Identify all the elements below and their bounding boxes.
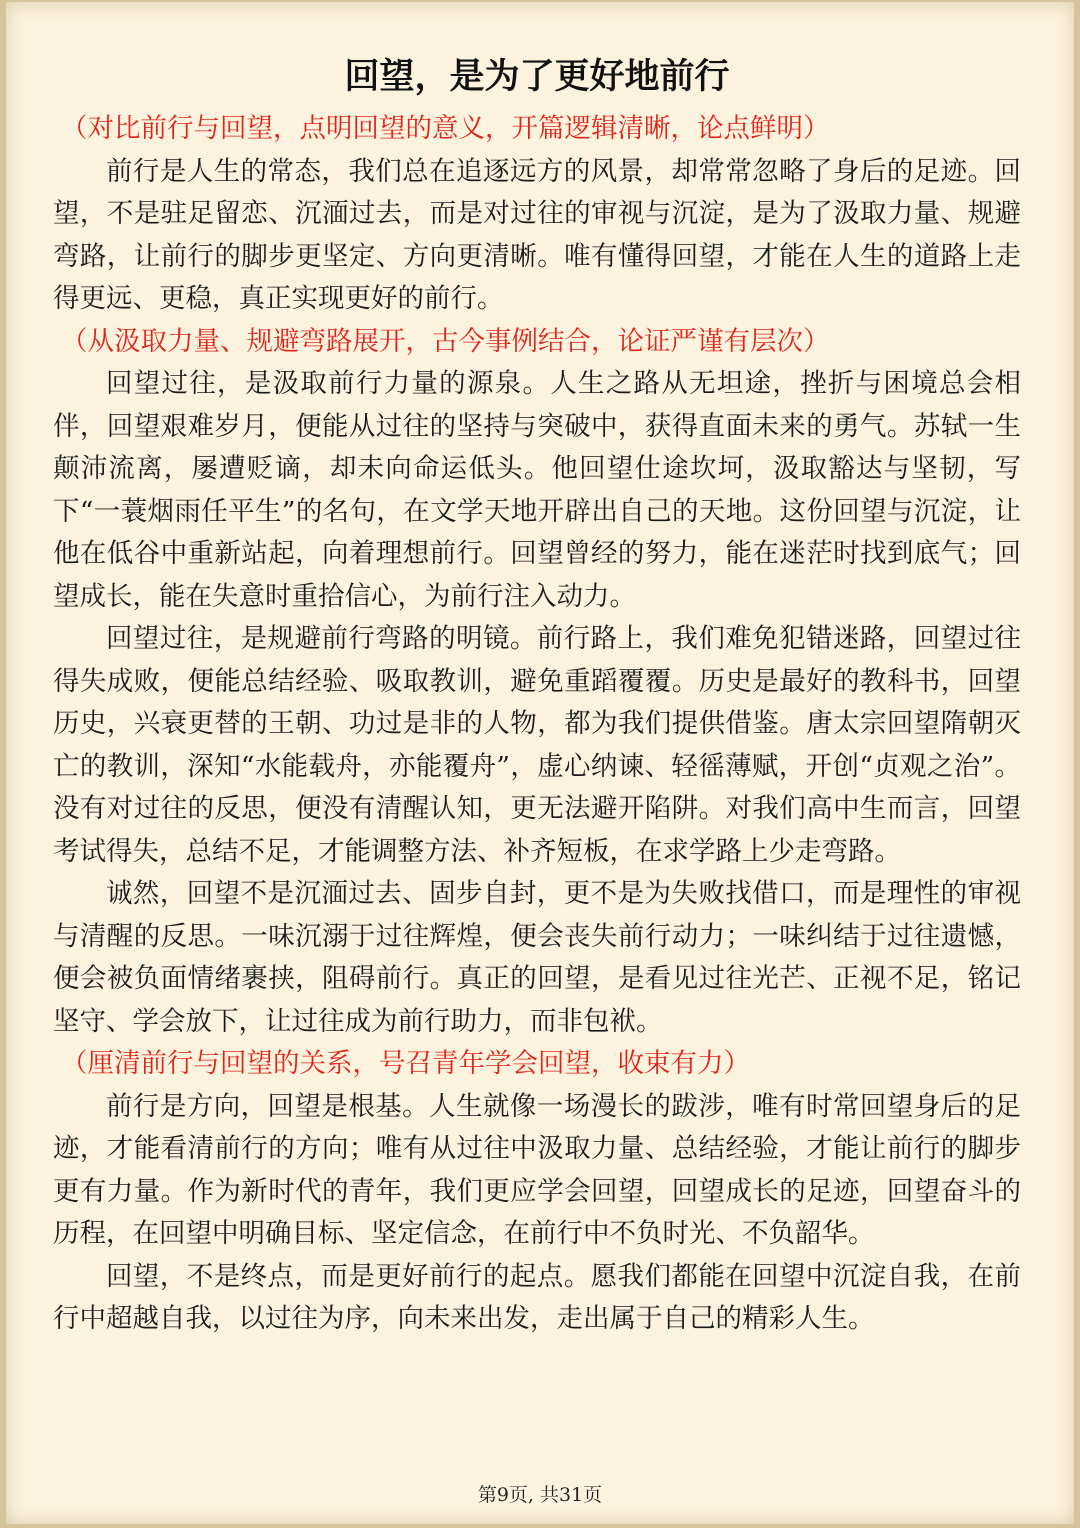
essay-title: 回望，是为了更好地前行 [344,56,730,97]
paragraph-closing: 回望，不是终点，而是更好前行的起点。愿我们都能在回望中沉淀自我，在前行中超越自我，以过往为序，向未来出发，走出属于自己的精彩人生。 [53,1260,1021,1334]
page-number: 第9页, 共31页 [477,1484,603,1506]
paragraph-intro: 前行是人生的常态，我们总在追逐远方的风景，却常常忽略了身后的足迹。回望，不是驻足留恋、沉湎过去，而是对过往的审视与沉淀，是为了汲取力量、规避弯路，让前行的脚步更坚定、方向更清晰。唯有懂得回望，才能在人生的道路上走得更远、更稳，真正实现更好的前行。 [53,155,1021,314]
annotation-conclusion: （厘清前行与回望的关系，号召青年学会回望，收束有力） [61,1048,750,1079]
document-page [6,2,1074,1524]
annotation-body: （从汲取力量、规避弯路展开，古今事例结合，论证严谨有层次） [61,325,830,357]
annotation-intro: （对比前行与回望，点明回望的意义，开篇逻辑清晰，论点鲜明） [61,113,830,144]
paragraph-conclusion: 前行是方向，回望是根基。人生就像一场漫长的跋涉，唯有时常回望身后的足迹，才能看清前行的方向；唯有从过往中汲取力量、总结经验，才能让前行的脚步更有力量。作为新时代的青年，我们更应学会回望，回望成长的足迹，回望奋斗的历程，在回望中明确目标、坚定信念，在前行中不负时光、不负韶华。 [53,1090,1021,1249]
paragraph-strength: 回望过往，是汲取前行力量的源泉。人生之路从无坦途，挫折与困境总会相伴，回望艰难岁月，便能从过往的坚持与突破中，获得直面未来的勇气。苏轼一生颠沛流离，屡遭贬谪，却未向命运低头。他回望仕途坎坷，汲取豁达与坚韧，写下“一蓑烟雨任平生”的名句，在文学天地开辟出自己的天地。这份回望与沉淀，让他在低谷中重新站起，向着理想前行。回望曾经的努力，能在迷茫时找到底气；回望成长，能在失意时重拾信心，为前行注入动力。 [53,368,1021,612]
paragraph-mirror: 回望过往，是规避前行弯路的明镜。前行路上，我们难免犯错迷路，回望过往得失成败，便能总结经验、吸取教训，避免重蹈覆覆。历史是最好的教科书，回望历史，兴衰更替的王朝、功过是非的人物，都为我们提供借鉴。唐太宗回望隋朝灭亡的教训，深知“水能载舟，亦能覆舟”，虚心纳谏、轻徭薄赋，开创“贞观之治”。没有对过往的反思，便没有清醒认知，更无法避开陷阱。对我们高中生而言，回望考试得失，总结不足，才能调整方法、补齐短板，在求学路上少走弯路。 [53,623,1021,867]
paragraph-caveat: 诚然，回望不是沉湎过去、固步自封，更不是为失败找借口，而是理性的审视与清醒的反思。一味沉溺于过往辉煌，便会丧失前行动力；一味纠结于过往遗憾，便会被负面情绪裹挟，阻碍前行。真正的回望，是看见过往光芒、正视不足，铭记坚守、学会放下，让过往成为前行助力，而非包袱。 [53,878,1021,1037]
essay-body [53,54,1021,1341]
